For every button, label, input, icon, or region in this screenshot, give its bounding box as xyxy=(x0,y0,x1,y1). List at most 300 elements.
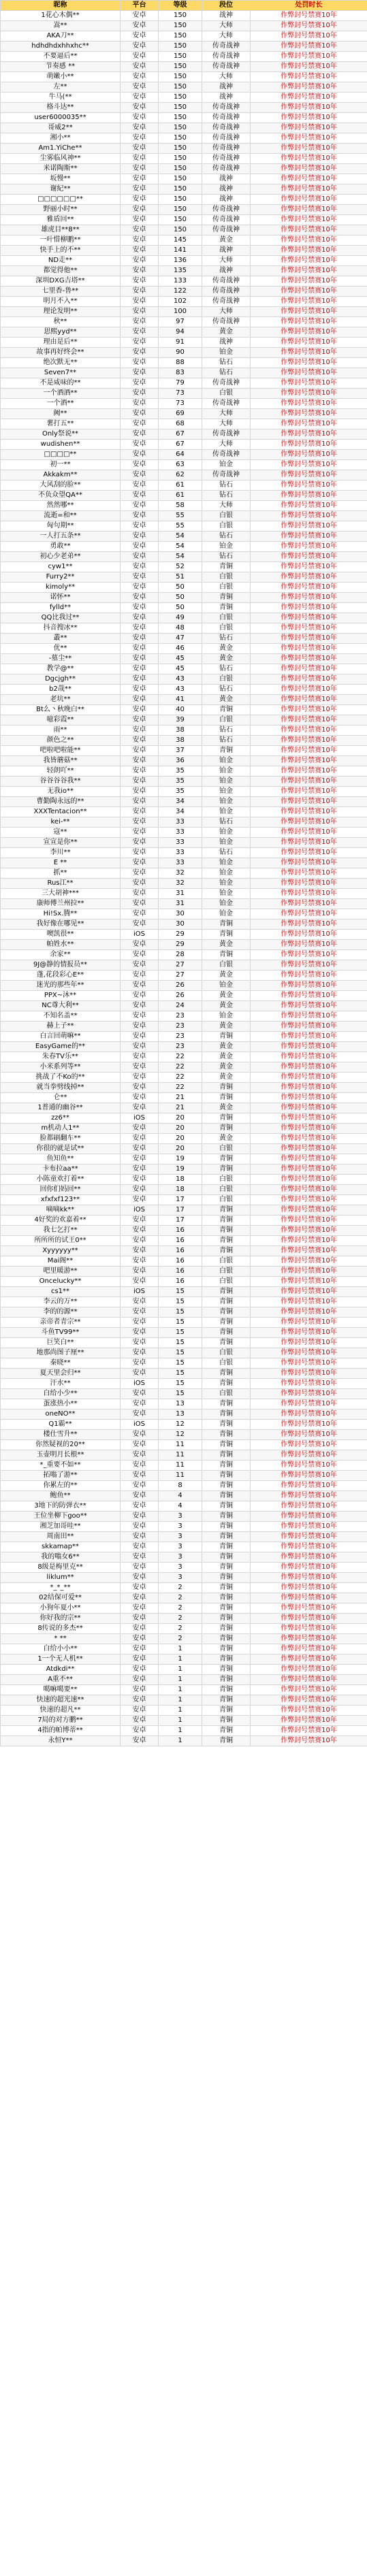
punishment-duration: 作弊封号禁赛10年 xyxy=(251,879,367,889)
player-platform: 安卓 xyxy=(121,184,159,195)
table-row xyxy=(1,1675,367,1685)
punishment-duration: 作弊封号禁赛10年 xyxy=(251,164,367,174)
player-platform: 安卓 xyxy=(121,1022,159,1032)
player-platform: 安卓 xyxy=(121,1654,159,1665)
player-level: 17 xyxy=(159,1195,202,1205)
punishment-duration: 作弊封号禁赛10年 xyxy=(251,1532,367,1542)
player-level: 28 xyxy=(159,950,202,960)
player-name: Seven7** xyxy=(1,368,121,378)
player-level: 45 xyxy=(159,654,202,664)
player-name: 宣宣是你** xyxy=(1,838,121,848)
punishment-duration: 作弊封号禁赛10年 xyxy=(251,644,367,654)
player-rank: 黄金 xyxy=(202,1103,251,1113)
player-name: 鱼知鱼** xyxy=(1,1154,121,1164)
punishment-duration: 作弊封号禁赛10年 xyxy=(251,491,367,501)
player-level: 150 xyxy=(159,62,202,72)
table-row xyxy=(1,1113,367,1124)
punishment-duration: 作弊封号禁赛10年 xyxy=(251,1297,367,1307)
table-row xyxy=(1,889,367,899)
player-platform: 安卓 xyxy=(121,695,159,705)
player-level: 102 xyxy=(159,297,202,307)
player-rank: 黄金 xyxy=(202,1052,251,1062)
player-rank: 战神 xyxy=(202,82,251,93)
player-name: 坂慢** xyxy=(1,174,121,184)
player-platform: 安卓 xyxy=(121,1695,159,1706)
table-row xyxy=(1,1144,367,1154)
punishment-duration: 作弊封号禁赛10年 xyxy=(251,542,367,552)
player-name: 仑** xyxy=(1,1093,121,1103)
player-name: 谷谷谷谷我** xyxy=(1,777,121,787)
player-rank: 钻石 xyxy=(202,725,251,736)
player-rank: 青铜 xyxy=(202,1685,251,1695)
player-rank: 传奇战神 xyxy=(202,225,251,235)
player-name: 秦晓** xyxy=(1,1358,121,1369)
player-name: 故事再好终会** xyxy=(1,348,121,358)
player-name: 三大胡神*** xyxy=(1,889,121,899)
player-platform: 安卓 xyxy=(121,256,159,266)
table-row xyxy=(1,1614,367,1624)
player-rank: 白银 xyxy=(202,1195,251,1205)
player-rank: 青铜 xyxy=(202,1573,251,1583)
player-rank: 钻石 xyxy=(202,358,251,368)
column-header-name: 昵称 xyxy=(1,1,121,11)
player-name: user6000035** xyxy=(1,113,121,123)
player-name: Am1.YiChe** xyxy=(1,144,121,154)
player-name: 一个酒** xyxy=(1,399,121,409)
punishment-duration: 作弊封号禁赛10年 xyxy=(251,746,367,756)
player-name: oneNO** xyxy=(1,1409,121,1420)
player-platform: 安卓 xyxy=(121,317,159,327)
table-row xyxy=(1,817,367,828)
player-rank: 青铜 xyxy=(202,1675,251,1685)
player-platform: 安卓 xyxy=(121,1481,159,1491)
table-row xyxy=(1,1450,367,1461)
player-name: 不负众望QA** xyxy=(1,491,121,501)
player-name: 初一** xyxy=(1,460,121,470)
table-row xyxy=(1,1103,367,1113)
player-name: 白言回萌嘛** xyxy=(1,1032,121,1042)
player-platform: 安卓 xyxy=(121,858,159,868)
player-level: 150 xyxy=(159,195,202,205)
player-platform: 安卓 xyxy=(121,1624,159,1634)
player-rank: 传奇战神 xyxy=(202,287,251,297)
player-rank: 铂金 xyxy=(202,858,251,868)
player-name: 白给小小** xyxy=(1,1644,121,1654)
player-platform: 安卓 xyxy=(121,1399,159,1409)
player-level: 51 xyxy=(159,572,202,583)
table-row xyxy=(1,62,367,72)
player-platform: 安卓 xyxy=(121,1103,159,1113)
player-name: 雅盾回** xyxy=(1,215,121,225)
player-level: 1 xyxy=(159,1665,202,1675)
table-row xyxy=(1,21,367,31)
player-platform: 安卓 xyxy=(121,1665,159,1675)
punishment-duration: 作弊封号禁赛10年 xyxy=(251,184,367,195)
table-row xyxy=(1,174,367,184)
player-level: 52 xyxy=(159,562,202,572)
punishment-duration: 作弊封号禁赛10年 xyxy=(251,266,367,276)
player-rank: 铂金 xyxy=(202,899,251,909)
player-name: 勇敢** xyxy=(1,542,121,552)
player-level: 18 xyxy=(159,1185,202,1195)
punishment-duration: 作弊封号禁赛10年 xyxy=(251,1695,367,1706)
player-rank: 战神 xyxy=(202,338,251,348)
player-name: 楼仕雪升** xyxy=(1,1430,121,1440)
player-rank: 黄金 xyxy=(202,1073,251,1083)
player-rank: 传奇战神 xyxy=(202,429,251,440)
table-row xyxy=(1,460,367,470)
player-level: 69 xyxy=(159,409,202,419)
table-row xyxy=(1,1164,367,1175)
table-row xyxy=(1,715,367,725)
table-row xyxy=(1,644,367,654)
table-row xyxy=(1,399,367,409)
player-platform: 安卓 xyxy=(121,664,159,674)
player-name: 七里香-鲁** xyxy=(1,287,121,297)
player-name: 地那尚图子厘** xyxy=(1,1348,121,1358)
player-rank: 传奇战神 xyxy=(202,205,251,215)
player-level: 1 xyxy=(159,1654,202,1665)
player-level: 21 xyxy=(159,1103,202,1113)
table-row xyxy=(1,93,367,103)
player-rank: 青铜 xyxy=(202,1318,251,1328)
punishment-duration: 作弊封号禁赛10年 xyxy=(251,42,367,52)
punishment-duration: 作弊封号禁赛10年 xyxy=(251,409,367,419)
punishment-duration: 作弊封号禁赛10年 xyxy=(251,654,367,664)
player-rank: 白银 xyxy=(202,1256,251,1267)
player-platform: 安卓 xyxy=(121,42,159,52)
player-level: 11 xyxy=(159,1461,202,1471)
player-platform: 安卓 xyxy=(121,21,159,31)
punishment-duration: 作弊封号禁赛10年 xyxy=(251,930,367,940)
player-platform: 安卓 xyxy=(121,919,159,930)
player-name: 亲帝者青宗** xyxy=(1,1318,121,1328)
punishment-duration: 作弊封号禁赛10年 xyxy=(251,1461,367,1471)
player-platform: iOS xyxy=(121,1287,159,1297)
player-name: 余家** xyxy=(1,950,121,960)
punishment-duration: 作弊封号禁赛10年 xyxy=(251,725,367,736)
punishment-duration: 作弊封号禁赛10年 xyxy=(251,103,367,113)
player-platform: 安卓 xyxy=(121,787,159,797)
player-platform: 安卓 xyxy=(121,470,159,480)
table-row xyxy=(1,1399,367,1409)
player-platform: 安卓 xyxy=(121,1491,159,1501)
table-row xyxy=(1,950,367,960)
player-level: 90 xyxy=(159,348,202,358)
player-name: 8级是梅里克** xyxy=(1,1563,121,1573)
player-level: 33 xyxy=(159,848,202,858)
table-row xyxy=(1,1001,367,1011)
player-rank: 青铜 xyxy=(202,1246,251,1256)
player-name: xfxfxf123** xyxy=(1,1195,121,1205)
player-level: 150 xyxy=(159,52,202,62)
player-rank: 铂金 xyxy=(202,838,251,848)
player-name: 流逝=和** xyxy=(1,511,121,521)
player-platform: 安卓 xyxy=(121,1124,159,1134)
player-level: 35 xyxy=(159,766,202,777)
player-rank: 铂金 xyxy=(202,777,251,787)
player-level: 150 xyxy=(159,103,202,113)
table-row xyxy=(1,307,367,317)
player-name: QQ比我过** xyxy=(1,613,121,623)
player-platform: 安卓 xyxy=(121,266,159,276)
player-name: 快速的超光速** xyxy=(1,1695,121,1706)
player-platform: 安卓 xyxy=(121,1358,159,1369)
table-row xyxy=(1,72,367,82)
punishment-duration: 作弊封号禁赛10年 xyxy=(251,583,367,593)
player-platform: 安卓 xyxy=(121,1369,159,1379)
table-row xyxy=(1,991,367,1001)
player-platform: 安卓 xyxy=(121,654,159,664)
player-level: 13 xyxy=(159,1399,202,1409)
player-name: 快速的超凡** xyxy=(1,1706,121,1716)
table-row xyxy=(1,317,367,327)
table-row xyxy=(1,1501,367,1512)
player-level: 54 xyxy=(159,542,202,552)
player-name: cs1** xyxy=(1,1287,121,1297)
player-level: 41 xyxy=(159,695,202,705)
player-level: 1 xyxy=(159,1716,202,1726)
table-row xyxy=(1,971,367,981)
table-row xyxy=(1,532,367,542)
player-level: 2 xyxy=(159,1593,202,1603)
player-rank: 钻石 xyxy=(202,491,251,501)
punishment-duration: 作弊封号禁赛10年 xyxy=(251,634,367,644)
player-name: 老坑** xyxy=(1,695,121,705)
player-level: 46 xyxy=(159,644,202,654)
column-header-punishment: 处罚时长 xyxy=(251,1,367,11)
player-rank: 白银 xyxy=(202,1348,251,1358)
punishment-duration: 作弊封号禁赛10年 xyxy=(251,21,367,31)
player-rank: 青铜 xyxy=(202,1552,251,1563)
player-rank: 白银 xyxy=(202,1175,251,1185)
player-rank: 铂金 xyxy=(202,868,251,879)
punishment-duration: 作弊封号禁赛10年 xyxy=(251,235,367,246)
punishment-duration: 作弊封号禁赛10年 xyxy=(251,1154,367,1164)
player-name: Bt么丶秋晚白** xyxy=(1,705,121,715)
punishment-duration: 作弊封号禁赛10年 xyxy=(251,1164,367,1175)
player-name: Dgcjgh** xyxy=(1,674,121,685)
player-name: 玉壶明月长根** xyxy=(1,1450,121,1461)
player-name: 4指的帕博蒂** xyxy=(1,1726,121,1736)
player-name: 噶嘛噶要** xyxy=(1,1685,121,1695)
punishment-duration: 作弊封号禁赛10年 xyxy=(251,1583,367,1593)
player-rank: 黄金 xyxy=(202,1022,251,1032)
table-row xyxy=(1,1011,367,1022)
player-platform: 安卓 xyxy=(121,103,159,113)
table-row xyxy=(1,1461,367,1471)
player-platform: 安卓 xyxy=(121,480,159,491)
player-level: 88 xyxy=(159,358,202,368)
player-platform: 安卓 xyxy=(121,1634,159,1644)
punishment-duration: 作弊封号禁赛10年 xyxy=(251,715,367,725)
player-rank: 传奇战神 xyxy=(202,103,251,113)
player-rank: 战神 xyxy=(202,184,251,195)
player-level: 150 xyxy=(159,93,202,103)
table-header xyxy=(1,1,367,11)
player-name: Rus江** xyxy=(1,879,121,889)
player-rank: 青铜 xyxy=(202,1471,251,1481)
player-platform: 安卓 xyxy=(121,603,159,613)
player-platform: 安卓 xyxy=(121,1277,159,1287)
player-rank: 战神 xyxy=(202,174,251,184)
player-platform: 安卓 xyxy=(121,399,159,409)
table-row xyxy=(1,491,367,501)
player-rank: 青铜 xyxy=(202,1164,251,1175)
player-platform: 安卓 xyxy=(121,1236,159,1246)
player-level: 62 xyxy=(159,470,202,480)
player-level: 48 xyxy=(159,623,202,634)
player-level: 150 xyxy=(159,184,202,195)
player-rank: 青铜 xyxy=(202,1307,251,1318)
player-level: 21 xyxy=(159,1093,202,1103)
player-platform: 安卓 xyxy=(121,338,159,348)
player-level: 39 xyxy=(159,715,202,725)
player-level: 58 xyxy=(159,501,202,511)
table-row xyxy=(1,674,367,685)
player-name: 不要逼后** xyxy=(1,52,121,62)
player-platform: 安卓 xyxy=(121,164,159,174)
player-platform: 安卓 xyxy=(121,807,159,817)
table-row xyxy=(1,1022,367,1032)
player-name: 你很的就是试** xyxy=(1,1144,121,1154)
player-level: 35 xyxy=(159,777,202,787)
punishment-duration: 作弊封号禁赛10年 xyxy=(251,72,367,82)
player-platform: 安卓 xyxy=(121,378,159,389)
player-level: 150 xyxy=(159,133,202,144)
punishment-duration: 作弊封号禁赛10年 xyxy=(251,1430,367,1440)
table-row xyxy=(1,960,367,971)
punishment-duration: 作弊封号禁赛10年 xyxy=(251,1052,367,1062)
player-level: 94 xyxy=(159,327,202,338)
player-level: 50 xyxy=(159,593,202,603)
player-platform: 安卓 xyxy=(121,674,159,685)
player-name: 哥威2** xyxy=(1,123,121,133)
player-platform: 安卓 xyxy=(121,1307,159,1318)
player-rank: 青铜 xyxy=(202,1563,251,1573)
player-level: 34 xyxy=(159,797,202,807)
punishment-duration: 作弊封号禁赛10年 xyxy=(251,899,367,909)
player-name: 小狗年夏小** xyxy=(1,1603,121,1614)
player-level: 31 xyxy=(159,889,202,899)
punishment-duration: 作弊封号禁赛10年 xyxy=(251,1022,367,1032)
player-platform: 安卓 xyxy=(121,1675,159,1685)
table-row xyxy=(1,429,367,440)
player-level: 15 xyxy=(159,1389,202,1399)
player-level: 150 xyxy=(159,144,202,154)
player-name: -墓尘** xyxy=(1,654,121,664)
player-name: 叢** xyxy=(1,634,121,644)
punishment-duration: 作弊封号禁赛10年 xyxy=(251,1073,367,1083)
punishment-duration: 作弊封号禁赛10年 xyxy=(251,1185,367,1195)
punishment-duration: 作弊封号禁赛10年 xyxy=(251,1205,367,1216)
punishment-duration: 作弊封号禁赛10年 xyxy=(251,1665,367,1675)
player-rank: 黄金 xyxy=(202,991,251,1001)
player-level: 49 xyxy=(159,613,202,623)
player-rank: 青铜 xyxy=(202,705,251,715)
player-rank: 黄金 xyxy=(202,1134,251,1144)
player-name: 康师傅兰州拉** xyxy=(1,899,121,909)
punishment-duration: 作弊封号禁赛10年 xyxy=(251,1654,367,1665)
player-level: 16 xyxy=(159,1277,202,1287)
player-rank: 青铜 xyxy=(202,1716,251,1726)
player-name: 我七乞打** xyxy=(1,1226,121,1236)
player-level: 32 xyxy=(159,879,202,889)
table-row xyxy=(1,205,367,215)
table-row xyxy=(1,1236,367,1246)
player-rank: 青铜 xyxy=(202,1491,251,1501)
player-rank: 黄金 xyxy=(202,1042,251,1052)
player-platform: 安卓 xyxy=(121,450,159,460)
player-rank: 青铜 xyxy=(202,1409,251,1420)
player-name: Mai阁** xyxy=(1,1256,121,1267)
player-platform: iOS xyxy=(121,1205,159,1216)
punishment-duration: 作弊封号禁赛10年 xyxy=(251,1011,367,1022)
player-name: 湘芝加哥哇** xyxy=(1,1522,121,1532)
punishment-duration: 作弊封号禁赛10年 xyxy=(251,787,367,797)
table-row xyxy=(1,1440,367,1450)
punishment-duration: 作弊封号禁赛10年 xyxy=(251,664,367,674)
player-name: Q1霸** xyxy=(1,1420,121,1430)
player-name: 萌嫩小** xyxy=(1,72,121,82)
player-level: 22 xyxy=(159,1052,202,1062)
table-row xyxy=(1,470,367,480)
player-platform: 安卓 xyxy=(121,419,159,429)
player-level: 91 xyxy=(159,338,202,348)
player-rank: 传奇战神 xyxy=(202,144,251,154)
table-row xyxy=(1,603,367,613)
player-level: 19 xyxy=(159,1154,202,1164)
punishment-duration: 作弊封号禁赛10年 xyxy=(251,1563,367,1573)
punishment-duration: 作弊封号禁赛10年 xyxy=(251,1512,367,1522)
table-row xyxy=(1,1726,367,1736)
table-row xyxy=(1,103,367,113)
punishment-duration: 作弊封号禁赛10年 xyxy=(251,1675,367,1685)
table-row xyxy=(1,1216,367,1226)
table-row xyxy=(1,695,367,705)
player-rank: 白银 xyxy=(202,1358,251,1369)
player-rank: 青铜 xyxy=(202,746,251,756)
player-platform: 安卓 xyxy=(121,348,159,358)
player-rank: 青铜 xyxy=(202,930,251,940)
player-level: 26 xyxy=(159,981,202,991)
player-level: 136 xyxy=(159,256,202,266)
table-row xyxy=(1,235,367,246)
player-platform: 安卓 xyxy=(121,1614,159,1624)
table-row xyxy=(1,1093,367,1103)
player-name: 都觉得他** xyxy=(1,266,121,276)
table-row xyxy=(1,828,367,838)
player-name: NC尊大利** xyxy=(1,1001,121,1011)
table-row xyxy=(1,1532,367,1542)
punishment-duration: 作弊封号禁赛10年 xyxy=(251,368,367,378)
player-name: 薯打五** xyxy=(1,419,121,429)
player-rank: 大师 xyxy=(202,419,251,429)
punishment-duration: 作弊封号禁赛10年 xyxy=(251,950,367,960)
punishment-duration: 作弊封号禁赛10年 xyxy=(251,358,367,368)
player-name: 4好奖的欢嘉着** xyxy=(1,1216,121,1226)
table-row xyxy=(1,930,367,940)
punishment-duration: 作弊封号禁赛10年 xyxy=(251,1593,367,1603)
table-row xyxy=(1,1287,367,1297)
player-rank: 大师 xyxy=(202,440,251,450)
punishment-duration: 作弊封号禁赛10年 xyxy=(251,1318,367,1328)
player-name: 蛋涨热小** xyxy=(1,1399,121,1409)
table-row xyxy=(1,838,367,848)
table-row xyxy=(1,1471,367,1481)
punishment-duration: 作弊封号禁赛10年 xyxy=(251,736,367,746)
player-rank: 传奇战神 xyxy=(202,133,251,144)
